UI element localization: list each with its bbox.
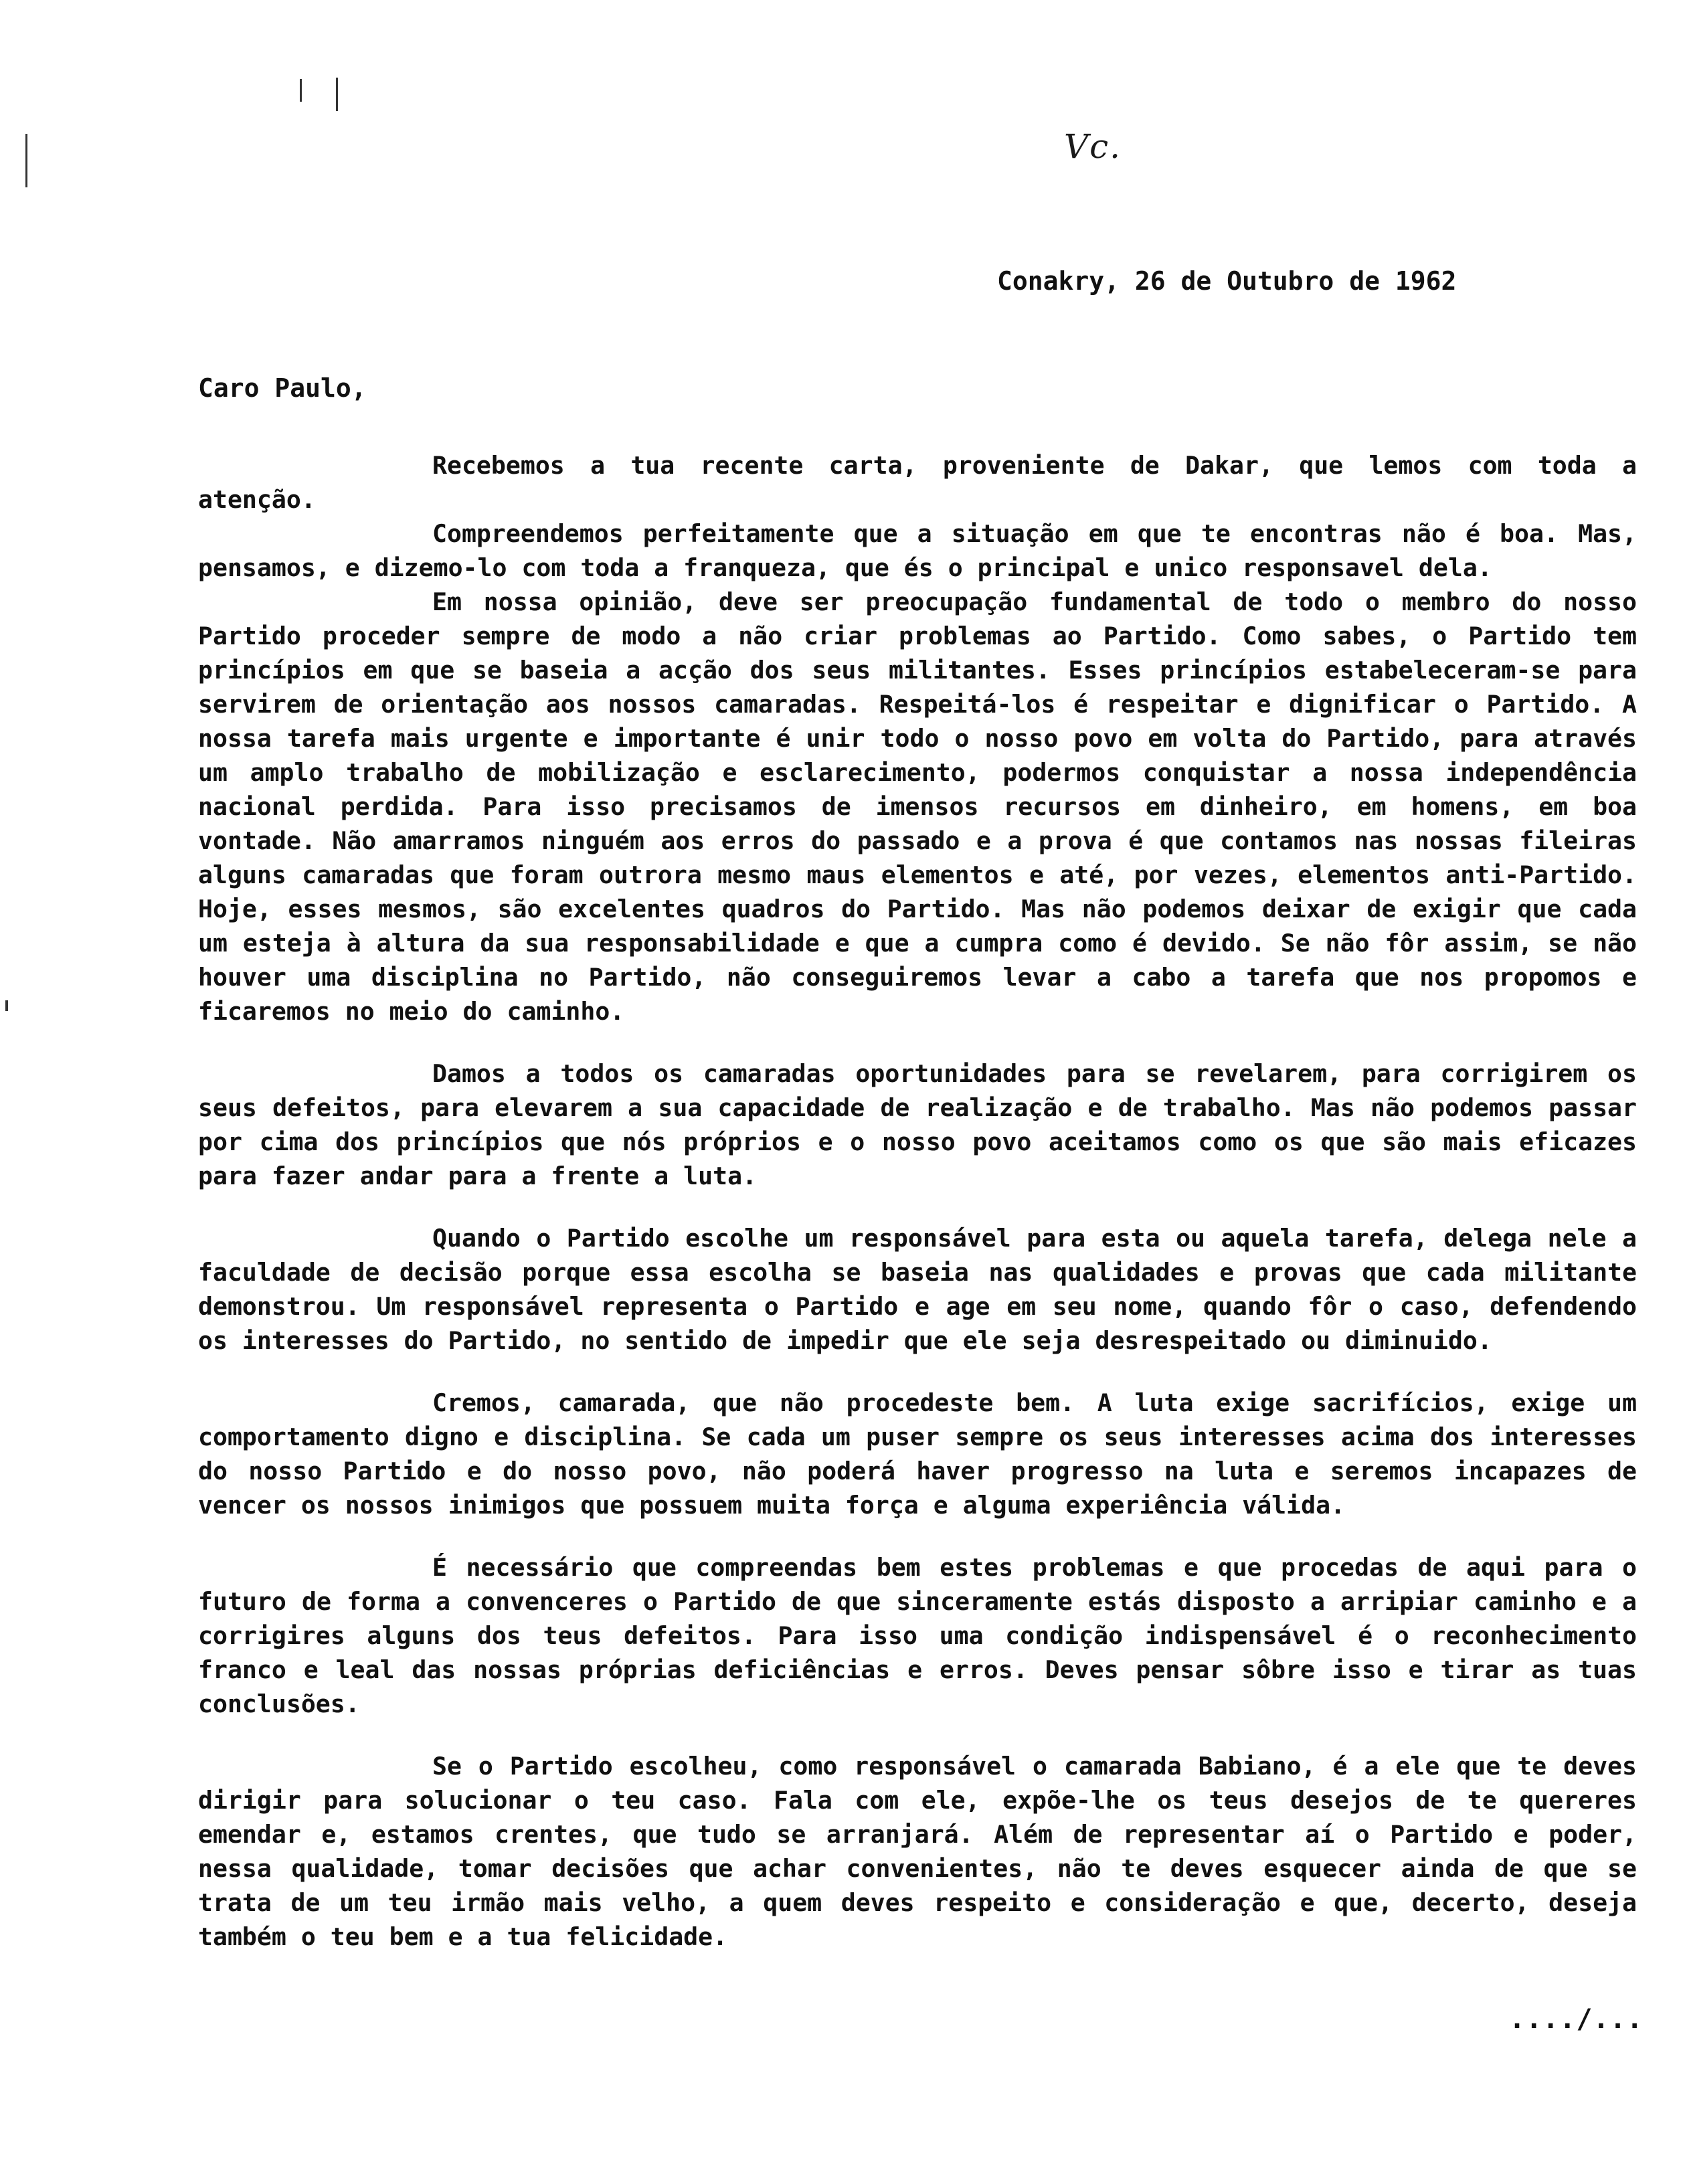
margin-mark-top-2 (336, 78, 338, 111)
margin-mark-left (25, 134, 27, 187)
paragraph: Se o Partido escolheu, como responsável o camarada Babiano, é a ele que te deves dirigir para solucionar o teu caso. Fala com ele, expõe-lhe os teus desejos de te quereres emendar e, estamos crentes, que tudo se arranjará. Além de representar aí o Partido e poder, nessa qualidade, tomar decisões que achar convenientes, não te deves esquecer ainda de que se trata de um teu irmão mais velho, a quem deves respeito e consideração e que, decerto, deseja também o teu bem e a tua felicidade. (198, 1752, 1637, 1951)
paragraph: Quando o Partido escolhe um responsável para esta ou aquela tarefa, delega nele a faculdade de decisão porque essa escolha se baseia nas qualidades e provas que cada militante demonstrou. Um responsável representa o Partido e age em seu nome, quando fôr o caso, defendendo os interesses do Partido, no sentido de impedir que ele seja desrespeitado ou diminuido. (198, 1224, 1637, 1355)
letter-dateline: Conakry, 26 de Outubro de 1962 (997, 266, 1457, 296)
paragraph: Em nossa opinião, deve ser preocupação fundamental de todo o membro do nosso Partido proceder sempre de modo a não criar problemas ao Partido. Como sabes, o Partido tem princípios em que se baseia a acção dos seus militantes. Esses princípios estabeleceram-se para servirem de orientação aos nossos camaradas. Respeitá-los é respeitar e dignificar o Partido. A nossa tarefa mais urgente e importante é unir todo o nosso povo em volta do Partido, para através um amplo trabalho de mobilização e esclarecimento, podermos conquistar a nossa independência nacional perdida. Para isso precisamos de imensos recursos em dinheiro, em homens, em boa vontade. Não amarramos ninguém aos erros do passado e a prova é que contamos nas nossas fileiras alguns camaradas que foram outrora mesmo maus elementos e até, por vezes, elementos anti-Partido. Hoje, esses mesmos, são excelentes quadros do Partido. Mas não podemos deixar de exigir que cada um esteja à altura da sua responsabilidade e que a cumpra como é devido. Se não fôr assim, se não houver uma disciplina no Partido, não conseguiremos levar a cabo a tarefa que nos propomos e ficaremos no meio do caminho. (198, 587, 1637, 1026)
paragraph: Cremos, camarada, que não procedeste bem. A luta exige sacrifícios, exige um comportamento digno e disciplina. Se cada um puser sempre os seus interesses acima dos interesses do nosso Partido e do nosso povo, não poderá haver progresso na luta e seremos incapazes de vencer os nossos inimigos que possuem muita força e alguma experiência válida. (198, 1388, 1637, 1520)
letter-body (198, 448, 1637, 1954)
margin-mark-left-2 (5, 1000, 8, 1011)
paragraph: Recebemos a tua recente carta, proveniente de Dakar, que lemos com toda a atenção. (198, 451, 1637, 514)
margin-mark-top (300, 79, 302, 102)
paragraph: Damos a todos os camaradas oportunidades para se revelarem, para corrigirem os seus defeitos, para elevarem a sua capacidade de realização e de trabalho. Mas não podemos passar por cima dos princípios que nós próprios e o nosso povo aceitamos como os que são mais eficazes para fazer andar para a frente a luta. (198, 1059, 1637, 1190)
paragraph: É necessário que compreendas bem estes problemas e que procedas de aqui para o futuro de forma a convenceres o Partido de que sinceramente estás disposto a arripiar caminho e a corrigires alguns dos teus defeitos. Para isso uma condição indispensável é o reconhecimento franco e leal das nossas próprias deficiências e erros. Deves pensar sôbre isso e tirar as tuas conclusões. (198, 1553, 1637, 1718)
continuation-mark: ..../... (1509, 2004, 1644, 2035)
paragraph: Compreendemos perfeitamente que a situação em que te encontras não é boa. Mas, pensamos, e dizemo-lo com toda a franqueza, que és o principal e unico responsavel dela. (198, 519, 1637, 582)
letter-salutation: Caro Paulo, (198, 373, 367, 403)
handwritten-annotation: Vc. (1064, 127, 1122, 166)
